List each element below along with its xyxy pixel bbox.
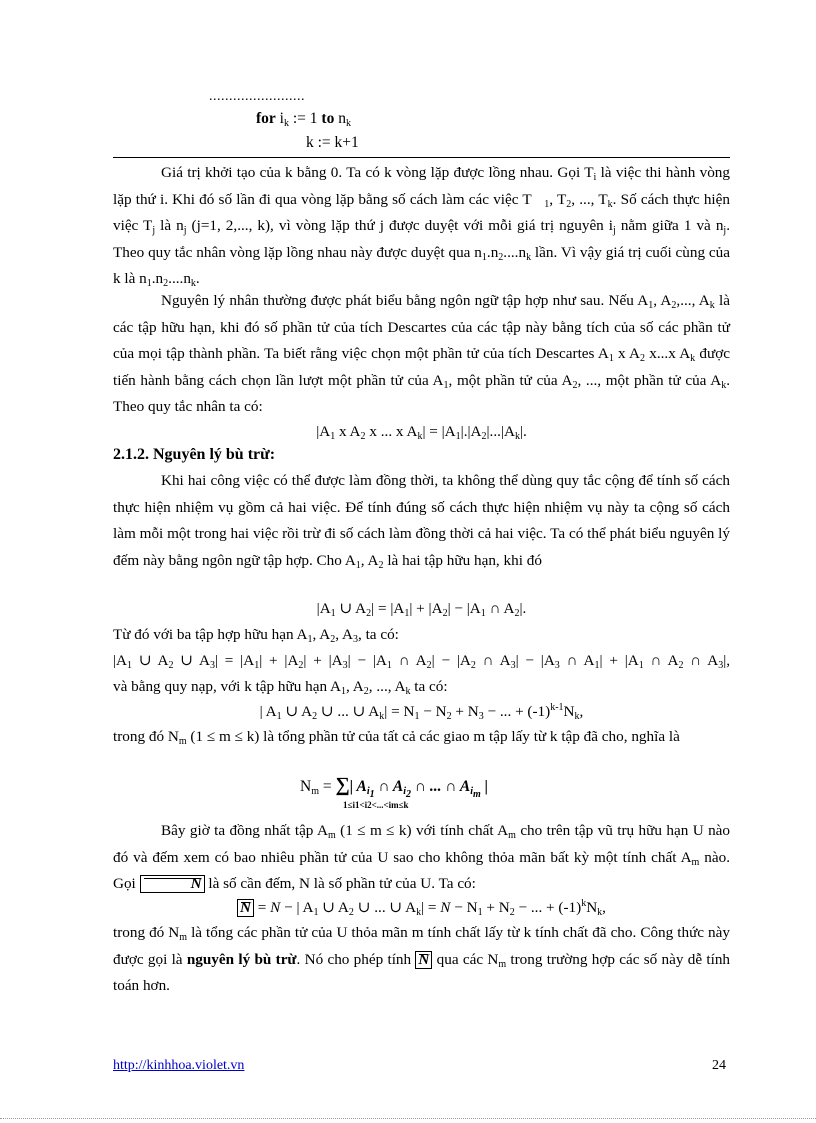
formula-two-sets: $|A_1$ ∪ $A_2| = |A_1| + |A_2| - |A_1$ ∩ $A_2|$. [316,600,527,619]
page-bottom-dotted-line [0,1118,816,1119]
formula-Nm-subscript: 1≤i1<i2<...<im≤k [343,800,409,810]
paragraph-product-rule: Nguyên lý nhân thường được phát biểu bằng ngôn ngữ tập hợp như sau. Nếu $A_1$, $A_2$,..., $A_k$ là các tập hữu hạn, khi đó số phần tử của tích Descartes của các tập này bằng tích của số các phần tử của mọi tập thành phần. Ta biết rằng việc chọn một phần tử của tích Descartes $A_1$ x $A_2$ x...x $A_k$ được tiến hành bằng cách chọn lần lượt một phần tử của $A_1$, một phần tử của $A_2$, ..., một phần tử của $A_k$. Theo quy tắc nhân ta có: [113,292,730,415]
code-k-line: k := k+1 [306,134,359,151]
line-three-sets-intro: Từ đó với ba tập hợp hữu hạn $A_1$, $A_2$, $A_3$, ta có: [113,626,399,645]
formula-k-sets: | $A_1$ ∪ $A_2$ ∪ ... ∪ $A_k| = N_1 - N_2 + N_3$ − ... + $(-1)^{k-1}N_k$, [259,702,584,722]
formula-Nm: $N_m$ = ∑| $A_{i_1}$ ∩ $A_{i_2}$ ∩ ... ∩ $A_{i_m}$ | [300,774,489,800]
section-heading: 2.1.2. Nguyên lý bù trừ: [113,446,276,463]
paragraph-Nm-definition: trong đó $N_m$ (1 ≤ m ≤ k) là tổng phần tử của tất cả các giao m tập lấy từ k tập đã cho, nghĩa là [113,728,680,747]
paragraph-inclusion-exclusion: Khi hai công việc có thể được làm đồng thời, ta không thể dùng quy tắc cộng để tính số cách thực hiện nhiệm vụ gồm cả hai việc. Để tính đúng số cách thực hiện nhiệm vụ này ta cộng số cách làm mỗi một trong hai việc rồi trừ đi số cách làm đồng thời cả hai việc. Ta có thể phát biểu nguyên lý đếm này bằng ngôn ngữ tập hợp. Cho $A_1$, $A_2$ là hai tập hữu hạn, khi đó [113,472,730,571]
line-induction: và bằng quy nạp, với k tập hữu hạn $A_1$, $A_2$, ..., $A_k$ ta có: [113,678,448,697]
paragraph-complement: Bây giờ ta đồng nhất tập $A_m$ (1 ≤ m ≤ k) với tính chất $A_m$ cho trên tập vũ trụ hữu hạn U nào đó và đếm xem có bao nhiêu phần tử của U sao cho không thỏa mãn bất kỳ một tính chất $A_m$ nào. Gọi N là số cần đếm, N là số phần tử của U. Ta có: [113,822,731,892]
formula-three-sets: $|A_1$ ∪ $A_2$ ∪ $A_3| = |A_1| + |A_2| + |A_3| - |A_1$ ∩ $A_2| - |A_2$ ∩ $A_3| - |A_3$ ∩ $A_1| + |A_1$ ∩ $A_2$ ∩ $A_3|$, [113,652,731,671]
code-dots: ........................ [209,89,305,104]
paragraph-loop-explanation: Giá trị khởi tạo của k bằng 0. Ta có k vòng lặp được lồng nhau. Gọi $T_i$ là việc thi hành vòng lặp thứ i. Khi đó số lần đi qua vòng lặp bằng số cách làm các việc T $_1$, $T_2$, ..., $T_k$. Số cách thực hiện việc $T_j$ là $n_j$ (j=1, 2,..., k), vì vòng lặp thứ j được duyệt với mỗi giá trị nguyên $i_j$ nằm giữa 1 và $n_j$. Theo quy tắc nhân vòng lặp lồng nhau này được duyệt qua $n_1.n_2....n_k$ lần. Vì vậy giá trị cuối cùng của k là $n_1.n_2....n_k$. [113,164,731,289]
formula-Nbar: N = N − | $A_1$ ∪ $A_2$ ∪ ... ∪ $A_k| = N - N_1 + N_2$ − ... + $(-1)^kN_k$, [113,896,730,920]
code-for-line: for $i_k$ := 1 to $n_k$ [256,110,351,129]
page-number: 24 [712,1058,726,1073]
code-end-rule [113,157,730,158]
footer-link[interactable]: http://kinhhoa.violet.vn [113,1058,245,1073]
formula-product: $|A_1$ x $A_2$ x ... x $A_k| = |A_1|.|A_2|...|A_k|$. [316,423,527,442]
paragraph-principle-name: trong đó $N_m$ là tổng các phần tử của U thỏa mãn m tính chất lấy từ k tính chất đã cho. Công thức này được gọi là nguyên lý bù trừ. Nó cho phép tính N qua các $N_m$ trong trường hợp các số này dễ tính toán hơn. [113,924,731,994]
N-bar-symbol: N [140,875,205,893]
